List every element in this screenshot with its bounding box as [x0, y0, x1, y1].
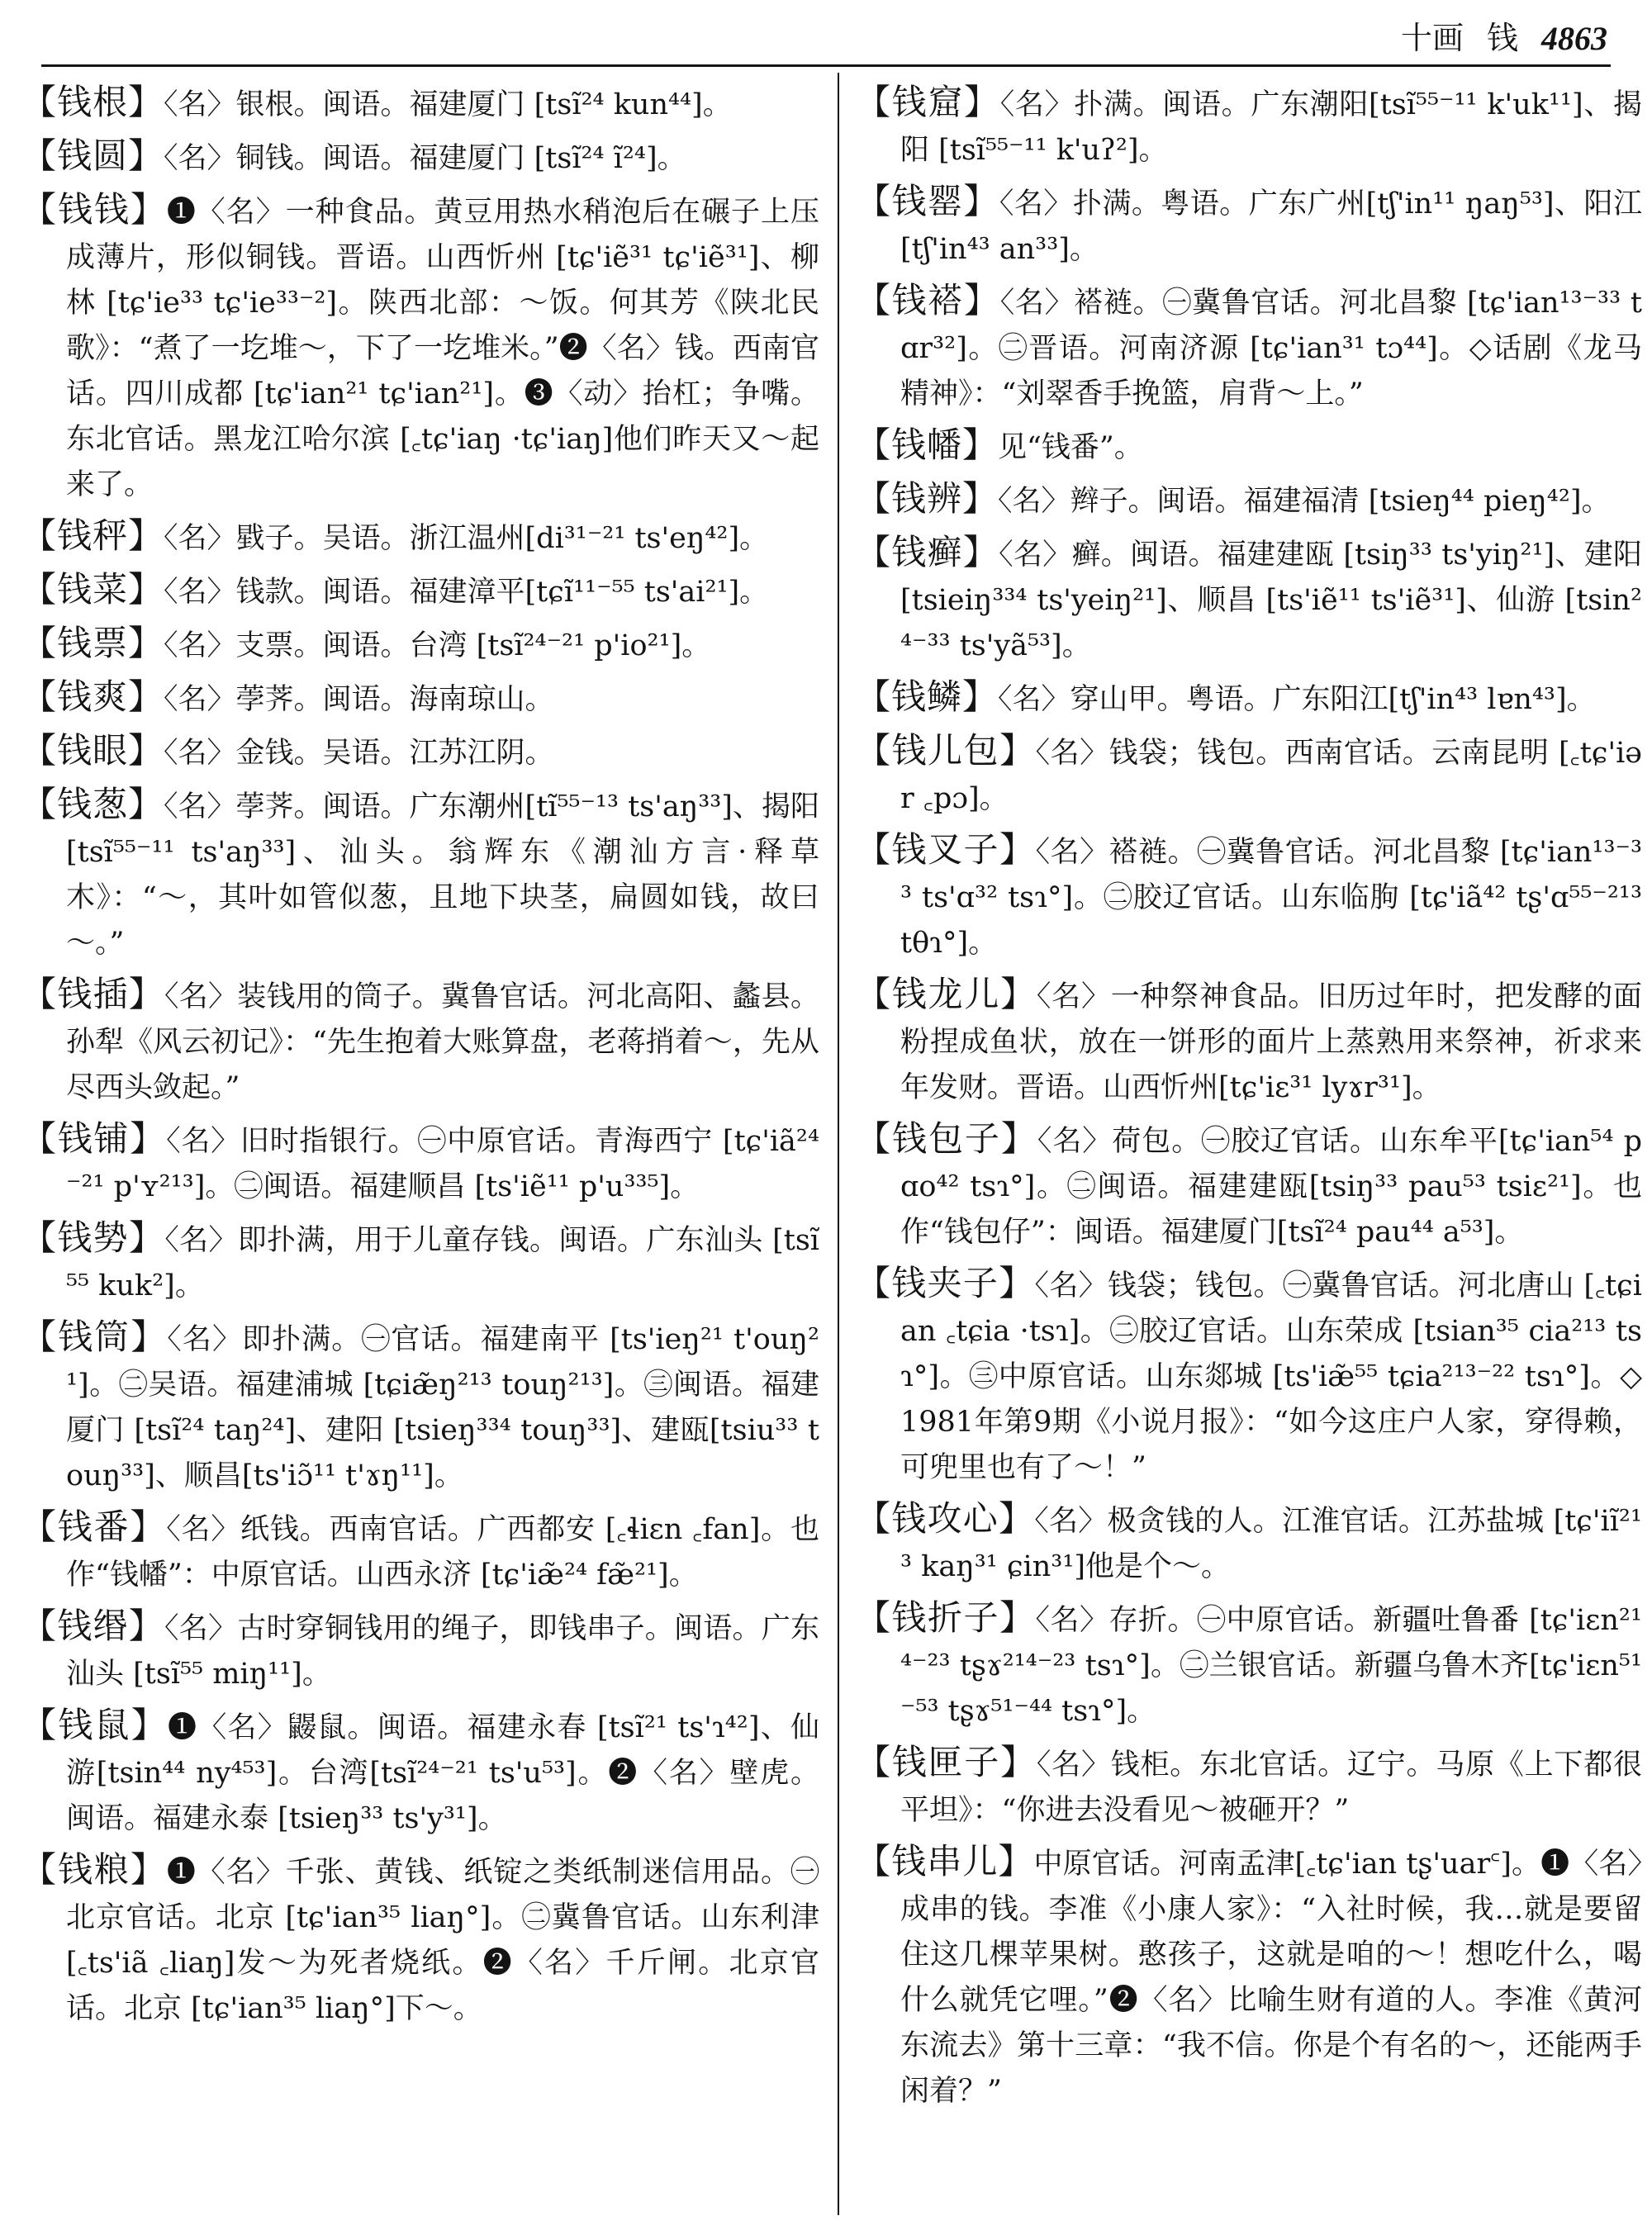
entry-definition: 〈名〉极贪钱的人。江淮官话。江苏盐城 [tɕ'iĩ²¹³ kaŋ³¹ ɕin³¹]他是个～。: [900, 1505, 1642, 1583]
entry-definition: 〈名〉荷包。㊀胶辽官话。山东牟平[tɕ'ian⁵⁴ pɑo⁴² tsɿ°]。㊁闽语。福建建瓯[tsiŋ³³ pau⁵³ tsiɛ²¹]。也作“钱包仔”：闽语。福建厦门[tsĩ²⁴ pau⁴⁴ a⁵³]。: [900, 1125, 1642, 1249]
entry-headword: 【钱眼】: [21, 730, 164, 771]
entry-headword: 【钱钱】: [21, 189, 167, 230]
entry-headword: 【钱龙儿】: [856, 974, 1037, 1014]
dictionary-entry: [856, 529, 1642, 669]
entry-definition: 〈名〉铜钱。闽语。福建厦门 [tsĩ²⁴ ĩ²⁴]。: [164, 142, 686, 175]
dictionary-entry: [856, 178, 1642, 273]
entry-definition: 〈名〉装钱用的筒子。冀鲁官话。河北高阳、蠡县。孙犁《风云初记》：“先生抱着大账算盘，老蒋捎着～，先从尽西头敛起。”: [66, 980, 819, 1104]
dictionary-entry: [856, 278, 1642, 417]
entry-definition: 〈名〉一种祭神食品。旧历过年时，把发酵的面粉捏成鱼状，放在一饼形的面片上蒸熟用来祭神，祈求来年发财。晋语。山西忻州[tɕ'iɛ³¹ lyɤr³¹]。: [900, 980, 1642, 1104]
dictionary-entry: [21, 1314, 819, 1499]
column-divider: [838, 73, 839, 2215]
entry-definition: 〈名〉扑满。闽语。广东潮阳[tsĩ⁵⁵⁻¹¹ k'uk¹¹]、揭阳 [tsĩ⁵⁵⁻¹¹ k'uʔ²]。: [900, 88, 1642, 167]
dictionary-entry: [21, 1603, 819, 1697]
dictionary-entry: [856, 1260, 1642, 1491]
entry-headword: 【钱鼠】: [21, 1705, 169, 1745]
entry-definition: 〈名〉纸钱。西南官话。广西都安 [꜀ɬiɛn ꜀fan]。也作“钱幡”：中原官话。山西永济 [tɕ'iæ̃²⁴ fæ̃²¹]。: [66, 1513, 819, 1592]
dictionary-entry: [21, 567, 819, 615]
radical-label: 钱: [1486, 20, 1518, 56]
entry-definition: 〈名〉银根。闽语。福建厦门 [tsĩ²⁴ kun⁴⁴]。: [164, 88, 732, 121]
dictionary-entry: [856, 827, 1642, 966]
entry-headword: 【钱缗】: [21, 1606, 164, 1646]
entry-definition: 〈名〉褡裢。㊀冀鲁官话。河北昌黎 [tɕ'ian¹³⁻³³ tɑr³²]。㊁晋语。河南济源 [tɕ'ian³¹ tɔ⁴⁴]。◇话剧《龙马精神》：“刘翠香手挽篮，肩背～上。”: [900, 287, 1642, 410]
entry-headword: 【钱折子】: [856, 1597, 1036, 1638]
entry-definition: 〈名〉扑满。粤语。广东广州[tʃ'in¹¹ ŋaŋ⁵³]、阳江[tʃ'in⁴³ an³³]。: [900, 187, 1642, 266]
entry-headword: 【钱罂】: [856, 181, 999, 221]
dictionary-entry: [21, 1116, 819, 1210]
dictionary-entry: [856, 674, 1642, 723]
dictionary-entry: [856, 1595, 1642, 1734]
entry-headword: 【钱辨】: [856, 478, 999, 519]
entry-headword: 【钱串儿】: [856, 1841, 1034, 1881]
entry-headword: 【钱根】: [21, 82, 164, 122]
entry-headword: 【钱鳞】: [856, 676, 999, 717]
dictionary-entry: [856, 1116, 1642, 1255]
dictionary-entry: [21, 781, 819, 966]
dictionary-entry: [21, 1215, 819, 1309]
dictionary-entry: [21, 971, 819, 1111]
entry-definition: 〈名〉钱袋；钱包。西南官话。云南昆明 [꜀tɕ'iər ꜀pɔ]。: [900, 737, 1642, 815]
dictionary-entry: [21, 79, 819, 128]
entry-headword: 【钱秤】: [21, 515, 164, 556]
dictionary-entry: [21, 513, 819, 562]
entry-headword: 【钱粮】: [21, 1849, 167, 1890]
entry-definition: 〈名〉钱款。闽语。福建漳平[tɕĩ¹¹⁻⁵⁵ ts'ai²¹]。: [164, 576, 769, 609]
entry-definition: 〈名〉荸荠。闽语。广东潮州[tĩ⁵⁵⁻¹³ ts'aŋ³³]、揭阳 [tsĩ⁵⁵⁻¹¹ ts'aŋ³³]、汕头。翁辉东《潮汕方言·释草木》：“～，其叶如管似葱，且地下块茎，扁圆如钱，故曰～。”: [66, 790, 819, 960]
dictionary-entry: [21, 1847, 819, 2032]
entry-headword: 【钱爽】: [21, 676, 164, 717]
entry-headword: 【钱圆】: [21, 135, 164, 176]
dictionary-entry: [21, 620, 819, 669]
entry-headword: 【钱夹子】: [856, 1263, 1035, 1303]
entry-definition: 〈名〉金钱。吴语。江苏江阴。: [164, 737, 554, 770]
entry-headword: 【钱㔟】: [21, 1217, 165, 1258]
entry-definition: 〈名〉即扑满，用于儿童存钱。闽语。广东汕头 [tsĩ⁵⁵ kuk²]。: [66, 1224, 819, 1302]
entry-definition: 〈名〉辫子。闽语。福建福清 [tsieŋ⁴⁴ pieŋ⁴²]。: [998, 485, 1611, 518]
entry-definition: 〈名〉穿山甲。粤语。广东阳江[tʃ'in⁴³ lɐn⁴³]。: [998, 683, 1596, 716]
entry-definition: 〈名〉戥子。吴语。浙江温州[di³¹⁻²¹ ts'eŋ⁴²]。: [164, 522, 769, 555]
running-head: [1401, 12, 1607, 58]
dictionary-entry: [856, 728, 1642, 822]
header-rule: [41, 64, 1611, 67]
entry-headword: 【钱铺】: [21, 1118, 167, 1159]
dictionary-entry: [21, 133, 819, 182]
entry-definition: 〈名〉荸荠。闽语。海南琼山。: [164, 683, 554, 716]
entry-definition: 〈名〉癣。闽语。福建建瓯 [tsiŋ³³ ts'yiŋ²¹]、建阳 [tsieiŋ³³⁴ ts'yeiŋ²¹]、顺昌 [ts'iẽ¹¹ ts'iẽ³¹]、仙游 [tsin²⁴⁻³³ ts'yã⁵³]。: [900, 539, 1642, 662]
dictionary-entry: [856, 476, 1642, 524]
dictionary-entry: [856, 1839, 1642, 2114]
entry-definition: 〈名〉支票。闽语。台湾 [tsĩ²⁴⁻²¹ p'io²¹]。: [164, 629, 711, 662]
entry-definition: 〈名〉旧时指银行。㊀中原官话。青海西宁 [tɕ'iã²⁴⁻²¹ p'ʏ²¹³]。㊁闽语。福建顺昌 [ts'iẽ¹¹ p'u³³⁵]。: [66, 1125, 819, 1203]
entry-headword: 【钱窟】: [856, 82, 1000, 122]
dictionary-entry: [21, 1702, 819, 1842]
dictionary-entry: [21, 728, 819, 776]
entry-definition: ❶〈名〉鼹鼠。闽语。福建永春 [tsĩ²¹ ts'ɿ⁴²]、仙游[tsin⁴⁴ ny⁴⁵³]。台湾[tsĩ²⁴⁻²¹ ts'u⁵³]。❷〈名〉壁虎。闽语。福建永泰 [tsieŋ³³ ts'y³¹]。: [66, 1711, 819, 1835]
entry-headword: 【钱包子】: [856, 1118, 1037, 1159]
entry-definition: 〈名〉褡裢。㊀冀鲁官话。河北昌黎 [tɕ'ian¹³⁻³³ ts'ɑ³² tsɿ°]。㊁胶辽官话。山东临朐 [tɕ'iã⁴² tʂ'ɑ⁵⁵⁻²¹³ tθɿ°]。: [900, 836, 1642, 960]
entry-headword: 【钱插】: [21, 974, 164, 1014]
entry-headword: 【钱幡】: [856, 425, 999, 465]
dictionary-entry: [856, 1739, 1642, 1834]
entry-headword: 【钱菜】: [21, 569, 164, 610]
entry-definition: ❶〈名〉一种食品。黄豆用热水稍泡后在碾子上压成薄片，形似铜钱。晋语。山西忻州 [tɕ'iẽ³¹ tɕ'iẽ³¹]、柳林 [tɕ'ie³³ tɕ'ie³³⁻²]。陕西北部：～饭。何其芳《陕北民歌》：“煮了一圪堆～，下了一圪堆米。”❷〈名〉钱。西南官话。四川成都 [tɕ'ian²¹ tɕ'ian²¹]。❸〈动〉抬杠；争嘴。东北官话。黑龙江哈尔滨 [꜀tɕ'iaŋ ·tɕ'iaŋ]他们昨天又～起来了。: [66, 196, 819, 501]
dictionary-entry: [856, 79, 1642, 173]
entry-headword: 【钱筒】: [21, 1317, 168, 1357]
section-label: 十画: [1400, 20, 1464, 56]
entry-headword: 【钱褡】: [856, 280, 1000, 320]
entry-definition: 见“钱番”。: [998, 431, 1143, 464]
right-column: [856, 79, 1642, 2119]
entry-headword: 【钱番】: [21, 1506, 167, 1547]
entry-headword: 【钱癣】: [856, 532, 999, 572]
entry-definition: 〈名〉即扑满。㊀官话。福建南平 [ts'ieŋ²¹ t'ouŋ²¹]。㊁吴语。福建浦城 [tɕiæ̃ŋ²¹³ touŋ²¹³]。㊂闽语。福建厦门 [tsĩ²⁴ taŋ²⁴]、建阳 [tsieŋ³³⁴ touŋ³³]、建瓯[tsiu³³ touŋ³³]、顺昌[ts'iɔ̃¹¹ t'ɤŋ¹¹]。: [66, 1323, 819, 1492]
entry-definition: 〈名〉存折。㊀中原官话。新疆吐鲁番 [tɕ'iɛn²¹⁴⁻²³ tʂɤ²¹⁴⁻²³ tsɿ°]。㊁兰银官话。新疆乌鲁木齐[tɕ'iɛn⁵¹⁻⁵³ tʂɤ⁵¹⁻⁴⁴ tsɿ°]。: [900, 1604, 1642, 1728]
dictionary-entry: [21, 187, 819, 508]
entry-definition: 〈名〉钱柜。东北官话。辽宁。马原《上下都很平坦》：“你进去没看见～被砸开？”: [900, 1748, 1642, 1827]
dictionary-entry: [21, 674, 819, 723]
page-number: 4863: [1541, 20, 1607, 57]
entry-definition: ❶〈名〉千张、黄钱、纸锭之类纸制迷信用品。㊀北京官话。北京 [tɕ'ian³⁵ liaŋ°]。㊁冀鲁官话。山东利津 [꜀ts'iã ꜀liaŋ]发～为死者烧纸。❷〈名〉千斤闸。北京官话。北京 [tɕ'ian³⁵ liaŋ°]下～。: [66, 1856, 819, 2025]
entry-headword: 【钱葱】: [21, 784, 164, 824]
entry-headword: 【钱攻心】: [856, 1498, 1035, 1539]
left-column: [21, 79, 819, 2037]
entry-definition: 〈名〉古时穿铜钱用的绳子，即钱串子。闽语。广东汕头 [tsĩ⁵⁵ miŋ¹¹]。: [66, 1612, 819, 1691]
entry-definition: 〈名〉钱袋；钱包。㊀冀鲁官话。河北唐山 [꜀tɕian ꜀tɕia ·tsɿ]。㊁胶辽官话。山东荣成 [tsian³⁵ cia²¹³ tsɿ°]。㊂中原官话。山东郯城 [ts'iæ̃⁵⁵ tɕia²¹³⁻²² tsɿ°]。◇1981年第9期《小说月报》：“如今这庄户人家，穿得赖，可兜里也有了～！”: [900, 1269, 1642, 1484]
dictionary-entry: [856, 422, 1642, 471]
dictionary-entry: [856, 971, 1642, 1111]
entry-headword: 【钱儿包】: [856, 730, 1036, 771]
dictionary-entry: [21, 1504, 819, 1598]
entry-headword: 【钱匣子】: [856, 1742, 1037, 1782]
entry-headword: 【钱票】: [21, 623, 164, 663]
entry-definition: 中原官话。河南孟津[꜀tɕ'ian tʂ'uar꜂]。❶〈名〉成串的钱。李准《小康人家》：“入社时候，我…就是要留住这几棵苹果树。憨孩子，这就是咱的～！想吃什么，喝什么就凭它哩。”❷〈名〉比喻生财有道的人。李准《黄河东流去》第十三章：“我不信。你是个有名的～，还能两手闲着？”: [900, 1848, 1642, 2108]
entry-headword: 【钱叉子】: [856, 829, 1036, 870]
dictionary-entry: [856, 1496, 1642, 1590]
